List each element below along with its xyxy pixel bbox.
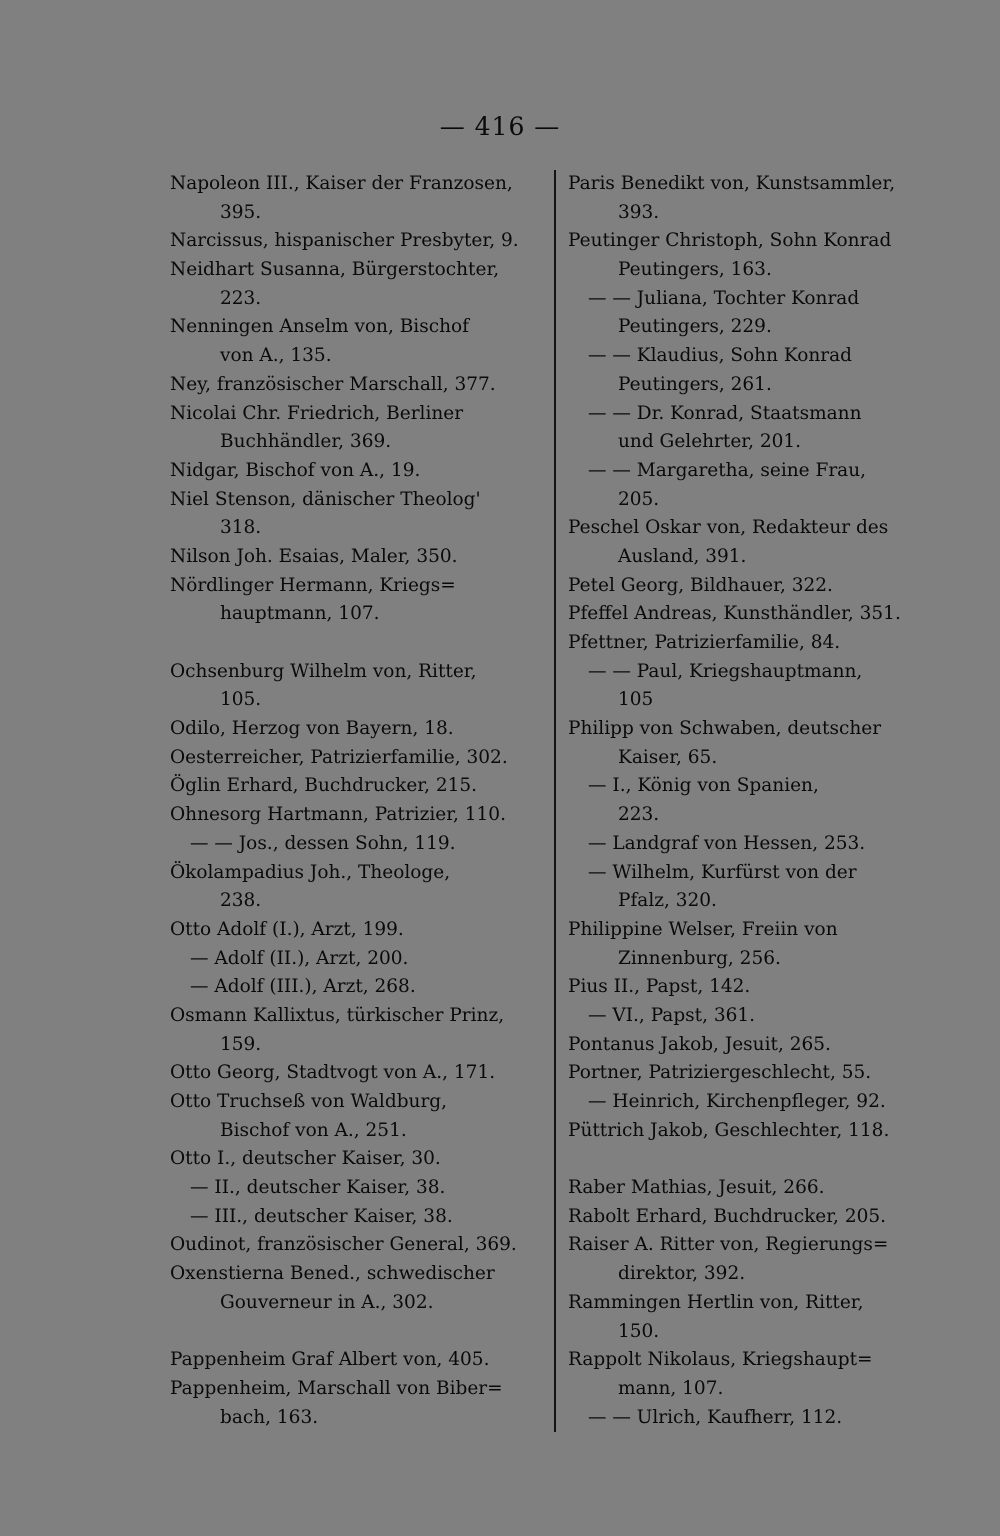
index-entry: Portner, Patriziergeschlecht, 55. [568, 1062, 872, 1084]
index-entry: Rammingen Hertlin von, Ritter, [568, 1291, 864, 1313]
index-entry: Otto I., deutscher Kaiser, 30. [170, 1148, 441, 1170]
index-entry: Raber Mathias, Jesuit, 266. [568, 1177, 825, 1199]
index-entry-continuation: 205. [618, 488, 660, 510]
index-entry: Ohnesorg Hartmann, Patrizier, 110. [170, 804, 506, 826]
index-entry: Öglin Erhard, Buchdrucker, 215. [170, 775, 478, 797]
index-entry-continuation: und Gelehrter, 201. [618, 431, 802, 453]
index-entry: Otto Georg, Stadtvogt von A., 171. [170, 1062, 496, 1084]
index-entry: Pappenheim, Marschall von Biber= [170, 1377, 503, 1399]
index-entry-continuation: Kaiser, 65. [618, 746, 718, 768]
index-entry: Ökolampadius Joh., Theologe, [170, 861, 451, 883]
index-subentry: — III., deutscher Kaiser, 38. [190, 1205, 453, 1227]
section-gap [568, 1145, 938, 1174]
index-subentry: — Wilhelm, Kurfürst von der [588, 861, 857, 883]
index-entry-continuation: Peutingers, 163. [618, 259, 772, 281]
index-entry-continuation: mann, 107. [618, 1377, 724, 1399]
index-entry: Philippine Welser, Freiin von [568, 918, 838, 940]
index-entry: Petel Georg, Bildhauer, 322. [568, 574, 833, 596]
index-entry: Nidgar, Bischof von A., 19. [170, 459, 421, 481]
index-entry-continuation: bach, 163. [220, 1406, 319, 1428]
index-subentry: — — Ulrich, Kaufherr, 112. [588, 1406, 843, 1428]
index-entry-continuation: 105. [220, 689, 262, 711]
index-entry-continuation: 223. [618, 804, 660, 826]
column-left [170, 170, 540, 1432]
index-entry: Nicolai Chr. Friedrich, Berliner [170, 402, 464, 424]
section-gap [170, 629, 540, 658]
index-entry: Neidhart Susanna, Bürgerstochter, [170, 259, 500, 281]
index-entry: Paris Benedikt von, Kunstsammler, [568, 173, 896, 194]
index-entry-continuation: 395. [220, 201, 262, 223]
column-right [568, 170, 938, 1432]
section-gap [170, 1318, 540, 1347]
index-subentry: — Heinrich, Kirchenpfleger, 92. [588, 1091, 886, 1112]
index-entry: Nenningen Anselm von, Bischof [170, 316, 469, 338]
index-entry-continuation: Buchhändler, 369. [220, 431, 392, 453]
index-entry: Narcissus, hispanischer Presbyter, 9. [170, 230, 519, 252]
index-subentry: — — Dr. Konrad, Staatsmann [588, 402, 862, 424]
index-entry: Peschel Oskar von, Redakteur des [568, 517, 889, 539]
index-entry-continuation: Peutingers, 229. [618, 316, 772, 338]
index-subentry: — I., König von Spanien, [588, 775, 819, 797]
index-entry: Ochsenburg Wilhelm von, Ritter, [170, 660, 477, 682]
index-entry-continuation: Gouverneur in A., 302. [220, 1291, 434, 1313]
index-entry: Oudinot, französischer General, 369. [170, 1234, 517, 1256]
index-entry: Osmann Kallixtus, türkischer Prinz, [170, 1004, 505, 1026]
index-entry-continuation: 223. [220, 287, 262, 309]
index-entry-continuation: 393. [618, 201, 660, 223]
index-entry: Pfettner, Patrizierfamilie, 84. [568, 632, 841, 653]
index-subentry: — VI., Papst, 361. [588, 1004, 756, 1026]
page-number: — 416 — [439, 112, 561, 141]
index-entry-continuation: hauptmann, 107. [220, 603, 380, 625]
index-entry-continuation: direktor, 392. [618, 1263, 746, 1285]
index-entry-continuation: von A., 135. [220, 345, 332, 367]
index-entry-continuation: 238. [220, 890, 262, 912]
index-subentry: — — Jos., dessen Sohn, 119. [190, 832, 456, 854]
index-entry: Philipp von Schwaben, deutscher [568, 718, 882, 740]
index-entry: Rappolt Nikolaus, Kriegshaupt= [568, 1349, 873, 1371]
index-entry: Rabolt Erhard, Buchdrucker, 205. [568, 1205, 887, 1227]
index-entry-continuation: Peutingers, 261. [618, 373, 772, 395]
index-entry: Oxenstierna Bened., schwedischer [170, 1263, 495, 1285]
column-divider [554, 170, 556, 1432]
index-entry: Otto Adolf (I.), Arzt, 199. [170, 918, 404, 940]
index-subentry: — — Paul, Kriegshauptmann, [588, 660, 863, 682]
index-entry: Nördlinger Hermann, Kriegs= [170, 574, 456, 596]
index-entry-continuation: Bischof von A., 251. [220, 1119, 407, 1141]
index-subentry: — Adolf (III.), Arzt, 268. [190, 976, 416, 998]
index-entry: Nilson Joh. Esaias, Maler, 350. [170, 545, 458, 567]
index-entry-continuation: Pfalz, 320. [618, 890, 717, 912]
index-subentry: — — Margaretha, seine Frau, [588, 459, 866, 481]
index-subentry: — II., deutscher Kaiser, 38. [190, 1177, 446, 1199]
index-entry: Otto Truchseß von Waldburg, [170, 1091, 448, 1112]
index-entry: Ney, französischer Marschall, 377. [170, 373, 496, 395]
index-subentry: — — Juliana, Tochter Konrad [588, 287, 860, 309]
index-entry: Odilo, Herzog von Bayern, 18. [170, 718, 454, 740]
index-subentry: — Landgraf von Hessen, 253. [588, 832, 866, 854]
index-entry: Niel Stenson, dänischer Theolog' [170, 488, 481, 510]
index-entry: Pius II., Papst, 142. [568, 976, 751, 998]
index-entry-continuation: 318. [220, 517, 262, 539]
index-entry: Raiser A. Ritter von, Regierungs= [568, 1234, 889, 1256]
index-entry: Pfeffel Andreas, Kunsthändler, 351. [568, 603, 901, 625]
index-entry: Napoleon III., Kaiser der Franzosen, [170, 173, 513, 194]
index-entry-continuation: Zinnenburg, 256. [618, 947, 781, 969]
index-entry: Püttrich Jakob, Geschlechter, 118. [568, 1119, 890, 1141]
index-subentry: — — Klaudius, Sohn Konrad [588, 345, 852, 367]
index-entry-continuation: 159. [220, 1033, 262, 1055]
index-entry: Pontanus Jakob, Jesuit, 265. [568, 1033, 831, 1055]
index-entry: Peutinger Christoph, Sohn Konrad [568, 230, 892, 252]
index-subentry: — Adolf (II.), Arzt, 200. [190, 947, 409, 969]
index-entry-continuation: Ausland, 391. [618, 545, 747, 567]
index-entry: Pappenheim Graf Albert von, 405. [170, 1349, 490, 1371]
index-entry-continuation: 105 [618, 689, 654, 711]
index-entry-continuation: 150. [618, 1320, 660, 1342]
index-entry: Oesterreicher, Patrizierfamilie, 302. [170, 746, 508, 768]
